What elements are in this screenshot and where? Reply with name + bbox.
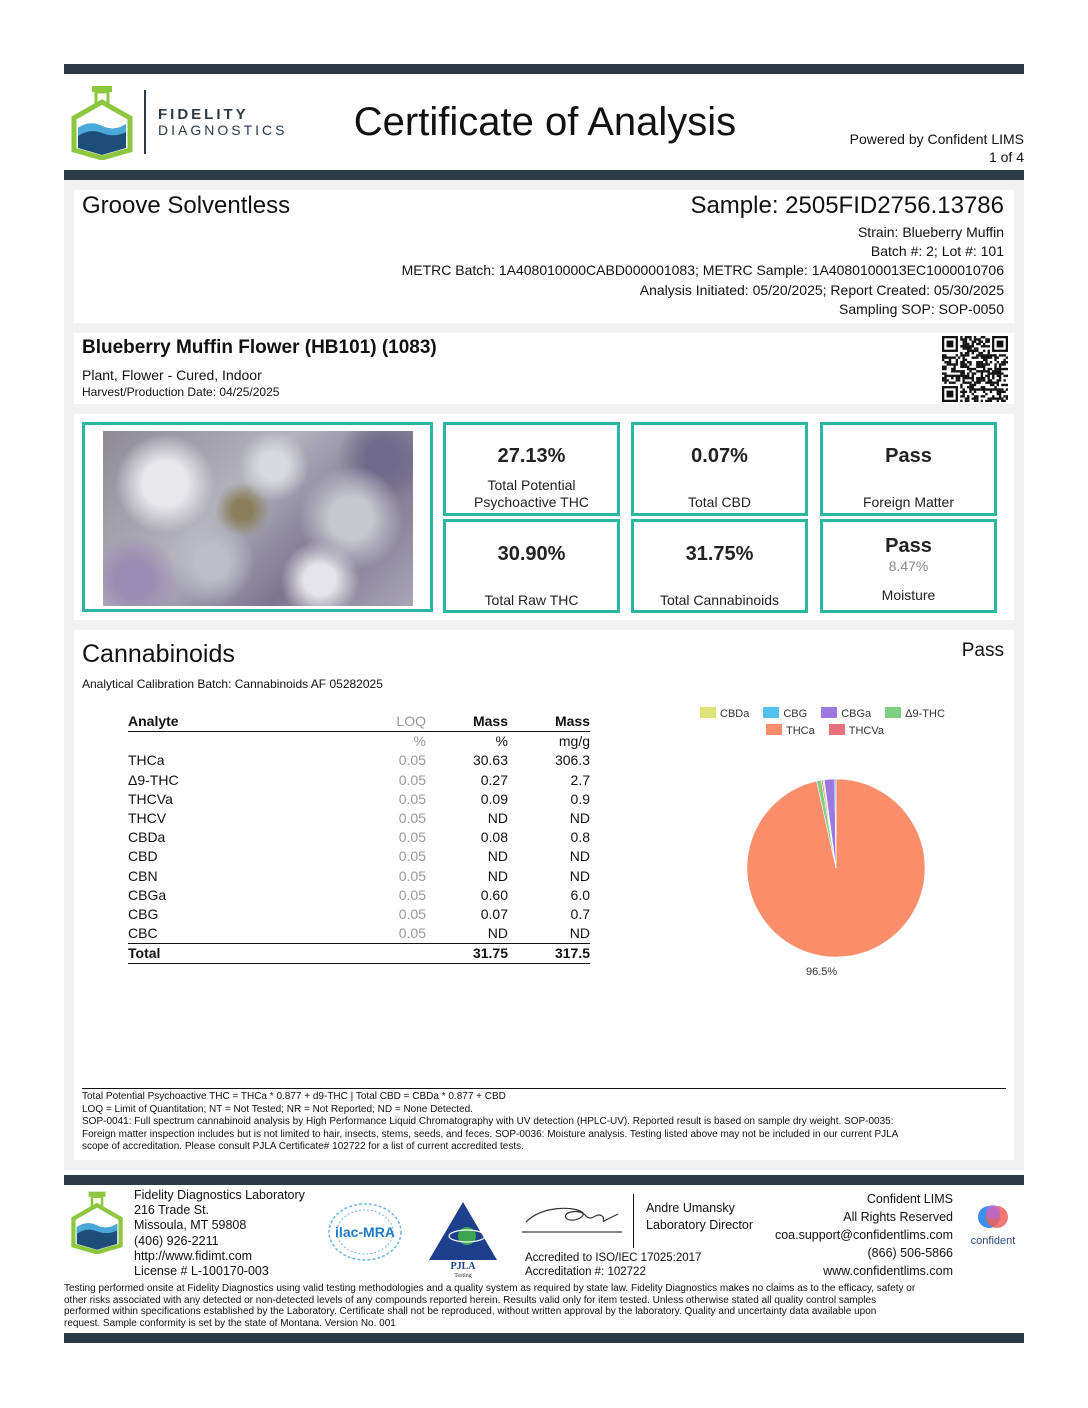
legend-swatch — [763, 707, 779, 718]
confident-name: Confident LIMS — [866, 1192, 953, 1206]
analyte-cell: THCVa — [128, 790, 173, 807]
disclaimer-line-4: request. Sample conformity is set by the state of Montana. Version No. 001 — [64, 1317, 396, 1329]
lab-license: License # L-100170-003 — [134, 1264, 269, 1279]
analyte-cell: CBD — [128, 848, 158, 865]
analyte-cell: Δ9-THC — [128, 771, 179, 788]
table-row — [128, 771, 590, 790]
mass-pct-cell: ND — [487, 810, 508, 827]
loq-cell: 0.05 — [398, 829, 426, 846]
table-row — [128, 886, 590, 905]
cannabinoids-table — [128, 712, 590, 964]
loq-cell: 0.05 — [398, 810, 426, 827]
pjla-logo-icon — [427, 1198, 499, 1278]
analyte-cell: THCa — [128, 752, 165, 769]
header-bottom-bar — [64, 170, 1024, 180]
analyte-cell: CBC — [128, 925, 158, 942]
moisture-box — [820, 519, 997, 613]
note-line-3: SOP-0041: Full spectrum cannabinoid analysis by High Performance Liquid Chromatography with UV detection (HPLC-UV). Reported result is based on sample dry weight. SOP-0035: — [82, 1116, 894, 1127]
notes — [82, 1091, 1012, 1154]
col-mass-mg: Mass — [508, 712, 590, 732]
legend-item[interactable] — [766, 725, 815, 737]
legend-swatch — [700, 707, 716, 718]
logo-text-fidelity: FIDELITY — [158, 106, 249, 123]
thc-value: 27.13% — [497, 445, 566, 467]
table-row — [128, 847, 590, 866]
total-label: Total — [128, 944, 308, 964]
legend-label: THCa — [786, 725, 815, 737]
total-mass-mg: 317.5 — [508, 944, 590, 964]
product-name: Blueberry Muffin Flower (HB101) (1083) — [82, 337, 437, 358]
total-row — [128, 944, 590, 964]
note-line-4: Foreign matter inspection includes but is not limited to hair, insects, stems, seeds, and feces. SOP-0036: Moisture analysis. Testing listed above may not be included in our current PJLA — [82, 1128, 899, 1140]
lab-phone: (406) 926-2211 — [134, 1233, 219, 1248]
confident-info — [775, 1190, 953, 1280]
client-card — [74, 190, 1014, 323]
total-cannabinoids-label: Total Cannabinoids — [659, 592, 780, 608]
cannabinoids-title: Cannabinoids — [82, 640, 235, 668]
mass-pct-cell: ND — [487, 925, 508, 942]
mass-mg-cell: 0.9 — [570, 790, 590, 807]
mass-pct-cell: 0.08 — [480, 829, 508, 846]
director-title: Laboratory Director — [646, 1218, 753, 1232]
note-line-5: scope of accreditation. Please consult PJLA Certificate# 102722 for a list of current accredited tests. — [82, 1141, 524, 1152]
svg-text:ilac-MRA: ilac-MRA — [335, 1224, 395, 1240]
table-row — [128, 867, 590, 886]
confident-website[interactable]: www.confidentlims.com — [823, 1264, 953, 1278]
cbd-box — [631, 422, 808, 516]
mass-pct-cell: 0.60 — [480, 886, 508, 903]
disclaimer-line-1: Testing performed onsite at Fidelity Diagnostics using valid testing methodologies and a quality system as required by state law. Fidelity Diagnostics makes no claims as to the efficacy, safety or — [64, 1283, 916, 1294]
qr-code-icon[interactable] — [942, 336, 1008, 402]
top-bar — [64, 64, 1024, 74]
batch-lot: Batch #: 2; Lot #: 101 — [870, 243, 1004, 259]
raw-thc-label: Total Raw THC — [484, 592, 579, 608]
footer-bottom-bar — [64, 1333, 1024, 1343]
raw-thc-box — [443, 519, 620, 613]
thc-label-2: Psychoactive THC — [474, 494, 589, 510]
logo-text-diagnostics: DIAGNOSTICS — [158, 122, 288, 138]
table-row — [128, 790, 590, 809]
product-photo — [103, 431, 413, 606]
mass-mg-cell: 0.7 — [570, 905, 590, 922]
mass-mg-cell: 0.8 — [570, 829, 590, 846]
svg-text:PJLA: PJLA — [450, 1261, 476, 1272]
product-photo-frame — [82, 422, 433, 612]
loq-cell: 0.05 — [398, 925, 426, 942]
legend-label: THCVa — [848, 725, 884, 737]
moisture-value: Pass — [885, 535, 932, 557]
summary-card — [74, 414, 1014, 620]
legend-item[interactable] — [763, 708, 807, 720]
metrc-info: METRC Batch: 1A408010000CABD000001083; METRC Sample: 1A4080100013EC1000010706 — [401, 262, 1004, 278]
iso-accreditation: Accredited to ISO/IEC 17025:2017 — [525, 1252, 702, 1264]
legend-label: CBGa — [841, 708, 872, 720]
legend-item[interactable] — [700, 708, 749, 720]
total-cannabinoids-value: 31.75% — [685, 543, 754, 565]
legend-swatch — [885, 707, 901, 718]
footer-logo-icon — [70, 1190, 124, 1254]
cbd-label: Total CBD — [687, 494, 752, 510]
mass-mg-cell: 6.0 — [570, 886, 590, 903]
legend-label: CBG — [783, 708, 808, 720]
harvest-date: Harvest/Production Date: 04/25/2025 — [82, 385, 280, 399]
units-row — [128, 732, 590, 752]
unit-mass-mg: mg/g — [558, 733, 590, 750]
page-title: Certificate of Analysis — [353, 100, 737, 144]
analyte-cell: THCV — [128, 810, 167, 827]
disclaimer-line-2: other risks associated with any detected or non-detected levels of any compounds reported herein. Results valid only for item tested. Unless otherwise stated all quality control samples — [64, 1294, 877, 1306]
lab-city: Missoula, MT 59808 — [134, 1218, 247, 1233]
director-name: Andre Umansky — [646, 1201, 735, 1215]
accreditation-number: Accreditation #: 102722 — [525, 1266, 646, 1278]
mass-mg-cell: ND — [569, 925, 590, 942]
loq-cell: 0.05 — [398, 905, 426, 922]
page-number: 1 of 4 — [988, 149, 1024, 165]
note-line-2: LOQ = Limit of Quantitation; NT = Not Tested; NR = Not Reported; ND = None Detected. — [82, 1103, 473, 1115]
mass-mg-cell: ND — [569, 848, 590, 865]
lab-name: Fidelity Diagnostics Laboratory — [134, 1188, 305, 1202]
notes-divider — [82, 1088, 1006, 1089]
raw-thc-value: 30.90% — [497, 543, 566, 565]
unit-mass-pct: % — [495, 733, 508, 750]
loq-cell: 0.05 — [398, 752, 426, 769]
cannabinoid-pie-chart — [740, 772, 932, 964]
pie-label: 96.5% — [806, 966, 838, 978]
confident-phone: (866) 506-5866 — [867, 1246, 953, 1260]
product-card — [74, 333, 1014, 404]
legend-swatch — [821, 707, 837, 718]
lab-address — [134, 1188, 305, 1279]
legend-item[interactable] — [821, 708, 871, 720]
analyte-cell: CBGa — [128, 886, 167, 903]
cbd-value: 0.07% — [691, 445, 748, 467]
mass-pct-cell: 0.07 — [480, 905, 508, 922]
foreign-matter-label: Foreign Matter — [862, 494, 955, 510]
disclaimer-line-3: performed within specifications established by the Laboratory. Certificate shall not be reproduced, without written approval by the laboratory. Quality and uncertainty data available upon — [64, 1306, 877, 1317]
legend-label: Δ9-THC — [905, 708, 945, 720]
logo-divider — [144, 90, 146, 154]
pie-legend — [700, 707, 980, 737]
mass-pct-cell: ND — [487, 867, 508, 884]
disclaimer — [64, 1283, 1024, 1329]
confident-logo-icon — [965, 1202, 1021, 1252]
loq-cell: 0.05 — [398, 848, 426, 865]
sampling-sop: Sampling SOP: SOP-0050 — [839, 301, 1004, 317]
legend-item[interactable] — [829, 725, 884, 737]
lab-website[interactable]: http://www.fidimt.com — [134, 1248, 253, 1263]
total-cannabinoids-box — [631, 519, 808, 613]
footer-top-bar — [64, 1175, 1024, 1185]
thc-box — [443, 422, 620, 516]
col-analyte: Analyte — [128, 712, 308, 732]
mass-mg-cell: ND — [569, 867, 590, 884]
legend-label: CBDa — [720, 708, 750, 720]
lab-street: 216 Trade St. — [134, 1203, 210, 1218]
foreign-matter-value: Pass — [885, 445, 932, 467]
cannabinoids-status: Pass — [961, 640, 1004, 661]
table-row — [128, 751, 590, 770]
svg-text:Testing: Testing — [454, 1273, 472, 1278]
foreign-matter-box — [820, 422, 997, 516]
unit-loq: % — [413, 733, 426, 750]
moisture-percent: 8.47% — [888, 558, 929, 574]
mass-pct-cell: 0.09 — [480, 790, 508, 807]
calibration-batch: Analytical Calibration Batch: Cannabinoids AF 05282025 — [82, 677, 383, 691]
sample-id: Sample: 2505FID2756.13786 — [690, 192, 1004, 219]
product-type: Plant, Flower - Cured, Indoor — [82, 367, 262, 383]
total-loq — [308, 944, 426, 964]
col-mass-pct: Mass — [426, 712, 508, 732]
col-loq: LOQ — [308, 712, 426, 732]
confident-email[interactable]: coa.support@confidentlims.com — [774, 1228, 953, 1242]
table-header-row — [128, 712, 590, 732]
legend-item[interactable] — [885, 708, 945, 720]
mass-mg-cell: ND — [569, 810, 590, 827]
analysis-dates: Analysis Initiated: 05/20/2025; Report Created: 05/30/2025 — [639, 282, 1004, 298]
loq-cell: 0.05 — [398, 771, 426, 788]
analyte-cell: CBN — [128, 867, 158, 884]
table-row — [128, 828, 590, 847]
analyte-cell: CBG — [128, 905, 159, 922]
mass-pct-cell: 30.63 — [472, 752, 508, 769]
mass-pct-cell: ND — [487, 848, 508, 865]
loq-cell: 0.05 — [398, 886, 426, 903]
table-row — [128, 809, 590, 828]
moisture-label: Moisture — [881, 587, 936, 603]
strain: Strain: Blueberry Muffin — [857, 224, 1004, 240]
confident-logo-text: confident — [970, 1235, 1016, 1247]
note-line-1: Total Potential Psychoactive THC = THCa * 0.877 + d9-THC | Total CBD = CBDa * 0.877 + CBD — [82, 1091, 506, 1102]
table-row — [128, 905, 590, 924]
director-signature-icon — [522, 1198, 624, 1234]
analyte-cell: CBDa — [128, 829, 166, 846]
mass-mg-cell: 306.3 — [554, 752, 590, 769]
powered-by: Powered by Confident LIMS — [849, 131, 1024, 147]
signature-divider — [633, 1194, 634, 1248]
legend-swatch — [766, 724, 782, 735]
mass-mg-cell: 2.7 — [570, 771, 590, 788]
thc-label-1: Total Potential — [487, 477, 576, 493]
loq-cell: 0.05 — [398, 790, 426, 807]
confident-rights: All Rights Reserved — [843, 1210, 953, 1224]
total-mass-pct: 31.75 — [426, 944, 508, 964]
client-name: Groove Solventless — [82, 192, 291, 219]
fidelity-logo-icon — [70, 84, 134, 160]
legend-swatch — [829, 724, 845, 735]
mass-pct-cell: 0.27 — [480, 771, 508, 788]
loq-cell: 0.05 — [398, 867, 426, 884]
table-row — [128, 924, 590, 944]
ilac-mra-logo-icon — [327, 1202, 403, 1262]
